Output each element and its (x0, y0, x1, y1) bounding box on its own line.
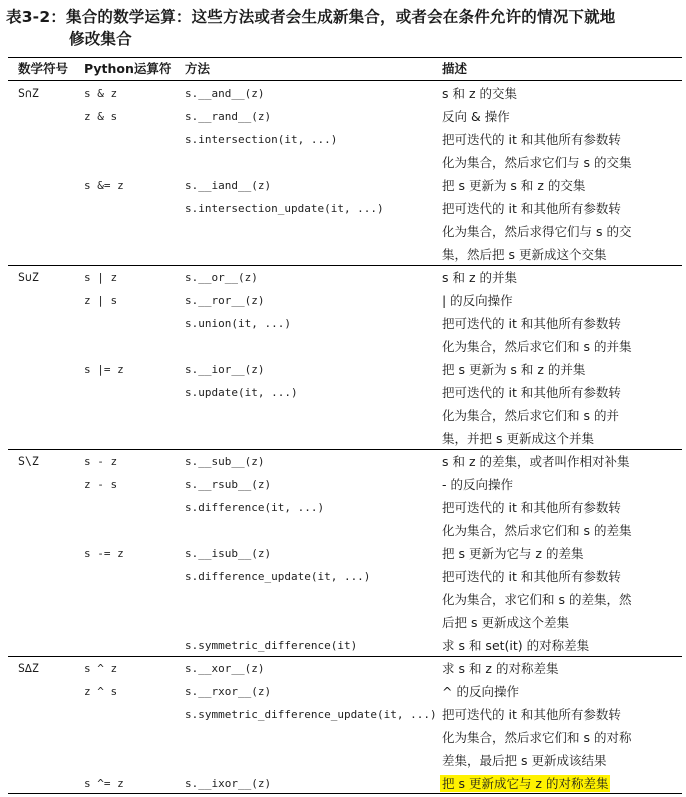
method-name: s.difference_update(it, ...) (185, 570, 371, 583)
description-line: 把可迭代的 it 和其他所有参数转 (442, 500, 621, 515)
description-line: 化为集合，然后求它们与 s 的交集 (442, 155, 632, 170)
method-name: s.__rxor__(z) (185, 685, 272, 698)
math-symbol: S∆Z (18, 661, 39, 675)
method-name: s.__iand__(z) (185, 179, 272, 192)
description (442, 266, 667, 289)
method-name: s.__rand__(z) (185, 110, 272, 123)
description-line: 化为集合，求它们和 s 的差集，然 (442, 592, 632, 607)
caption-line-2: 修改集合 (69, 30, 132, 48)
header-python-operator: Python运算符 (84, 61, 172, 76)
description-line: 把 s 更新为 s 和 z 的并集 (442, 362, 586, 377)
description-line: 后把 s 更新成这个差集 (442, 615, 569, 630)
method-name: s.difference(it, ...) (185, 501, 325, 514)
description-line: 求 s 和 z 的对称差集 (442, 661, 559, 676)
description-line: 把可迭代的 it 和其他所有参数转 (442, 316, 621, 331)
highlighted-text: 把 s 更新成它与 z 的对称差集 (442, 776, 609, 791)
description-line: 化为集合，然后求它们和 s 的并集 (442, 339, 632, 354)
description (442, 289, 667, 312)
method-name: s.intersection(it, ...) (185, 133, 338, 146)
method-name: s.__and__(z) (185, 87, 265, 100)
description (442, 496, 667, 542)
description-line: 把可迭代的 it 和其他所有参数转 (442, 569, 621, 584)
description (442, 473, 667, 496)
table-top-rule (8, 57, 682, 58)
description-line: 集，然后把 s 更新成这个交集 (442, 247, 607, 262)
python-operator: s ^= z (84, 777, 124, 790)
description (442, 565, 667, 634)
python-operator: s | z (84, 271, 118, 284)
description-line: s 和 z 的并集 (442, 270, 517, 285)
table-caption (6, 6, 678, 50)
python-operator: z - s (84, 478, 118, 491)
python-operator: s ^ z (84, 662, 118, 675)
description (442, 197, 667, 266)
description (442, 450, 667, 473)
method-name: s.update(it, ...) (185, 386, 298, 399)
description-line: 差集，最后把 s 更新成该结果 (442, 753, 607, 768)
method-name: s.symmetric_difference(it) (185, 639, 358, 652)
description-line: s 和 z 的交集 (442, 86, 517, 101)
method-name: s.intersection_update(it, ...) (185, 202, 384, 215)
description-line: 把可迭代的 it 和其他所有参数转 (442, 132, 621, 147)
method-name: s.__ior__(z) (185, 363, 265, 376)
description-line: 反向 & 操作 (442, 109, 510, 124)
method-name: s.symmetric_difference_update(it, ...) (185, 708, 437, 721)
description-line: 把 s 更新为 s 和 z 的交集 (442, 178, 586, 193)
description (442, 82, 667, 105)
description-line: - 的反向操作 (442, 477, 513, 492)
method-name: s.__ror__(z) (185, 294, 265, 307)
method-name: s.__isub__(z) (185, 547, 272, 560)
python-operator: s &= z (84, 179, 124, 192)
method-name: s.union(it, ...) (185, 317, 291, 330)
python-operator: z ^ s (84, 685, 118, 698)
description-line: 把 s 更新为它与 z 的差集 (442, 546, 584, 561)
description (442, 634, 667, 657)
description-line: 求 s 和 set(it) 的对称差集 (442, 638, 590, 653)
description-line: 集，并把 s 更新成这个并集 (442, 431, 594, 446)
table-bottom-rule (8, 793, 682, 794)
description (442, 105, 667, 128)
description-line: 把可迭代的 it 和其他所有参数转 (442, 201, 621, 216)
description (442, 772, 667, 795)
description (442, 312, 667, 358)
python-operator: z | s (84, 294, 118, 307)
description-line: s 和 z 的差集，或者叫作相对补集 (442, 454, 630, 469)
method-name: s.__or__(z) (185, 271, 258, 284)
description (442, 703, 667, 772)
header-description: 描述 (442, 61, 468, 76)
header-math-symbol: 数学符号 (18, 61, 69, 76)
description (442, 680, 667, 703)
python-operator: s - z (84, 455, 118, 468)
header-method: 方法 (185, 61, 211, 76)
math-symbol: S∪Z (18, 270, 39, 284)
python-operator: s -= z (84, 547, 124, 560)
math-symbol: S\Z (18, 454, 39, 468)
description (442, 128, 667, 174)
description-line: 化为集合，然后求得它们与 s 的交 (442, 224, 632, 239)
method-name: s.__sub__(z) (185, 455, 265, 468)
description (442, 542, 667, 565)
description-line: 化为集合，然后求它们和 s 的并 (442, 408, 619, 423)
python-operator: s & z (84, 87, 118, 100)
description-line: 把可迭代的 it 和其他所有参数转 (442, 707, 621, 722)
method-name: s.__xor__(z) (185, 662, 265, 675)
description-line: | 的反向操作 (442, 293, 513, 308)
description-line (442, 772, 667, 795)
math-symbol: S∩Z (18, 86, 39, 100)
description (442, 381, 667, 450)
python-operator: z & s (84, 110, 118, 123)
method-name: s.__rsub__(z) (185, 478, 272, 491)
description (442, 358, 667, 381)
caption-line-1: 表3-2：集合的数学运算：这些方法或者会生成新集合，或者会在条件允许的情况下就地 (6, 8, 616, 26)
description (442, 174, 667, 197)
description-line: 把可迭代的 it 和其他所有参数转 (442, 385, 621, 400)
table-header-rule (8, 80, 682, 81)
description (442, 657, 667, 680)
description-line: 化为集合，然后求它们和 s 的差集 (442, 523, 632, 538)
python-operator: s |= z (84, 363, 124, 376)
method-name: s.__ixor__(z) (185, 777, 272, 790)
description-line: 化为集合，然后求它们和 s 的对称 (442, 730, 632, 745)
description-line: ^ 的反向操作 (442, 684, 519, 699)
